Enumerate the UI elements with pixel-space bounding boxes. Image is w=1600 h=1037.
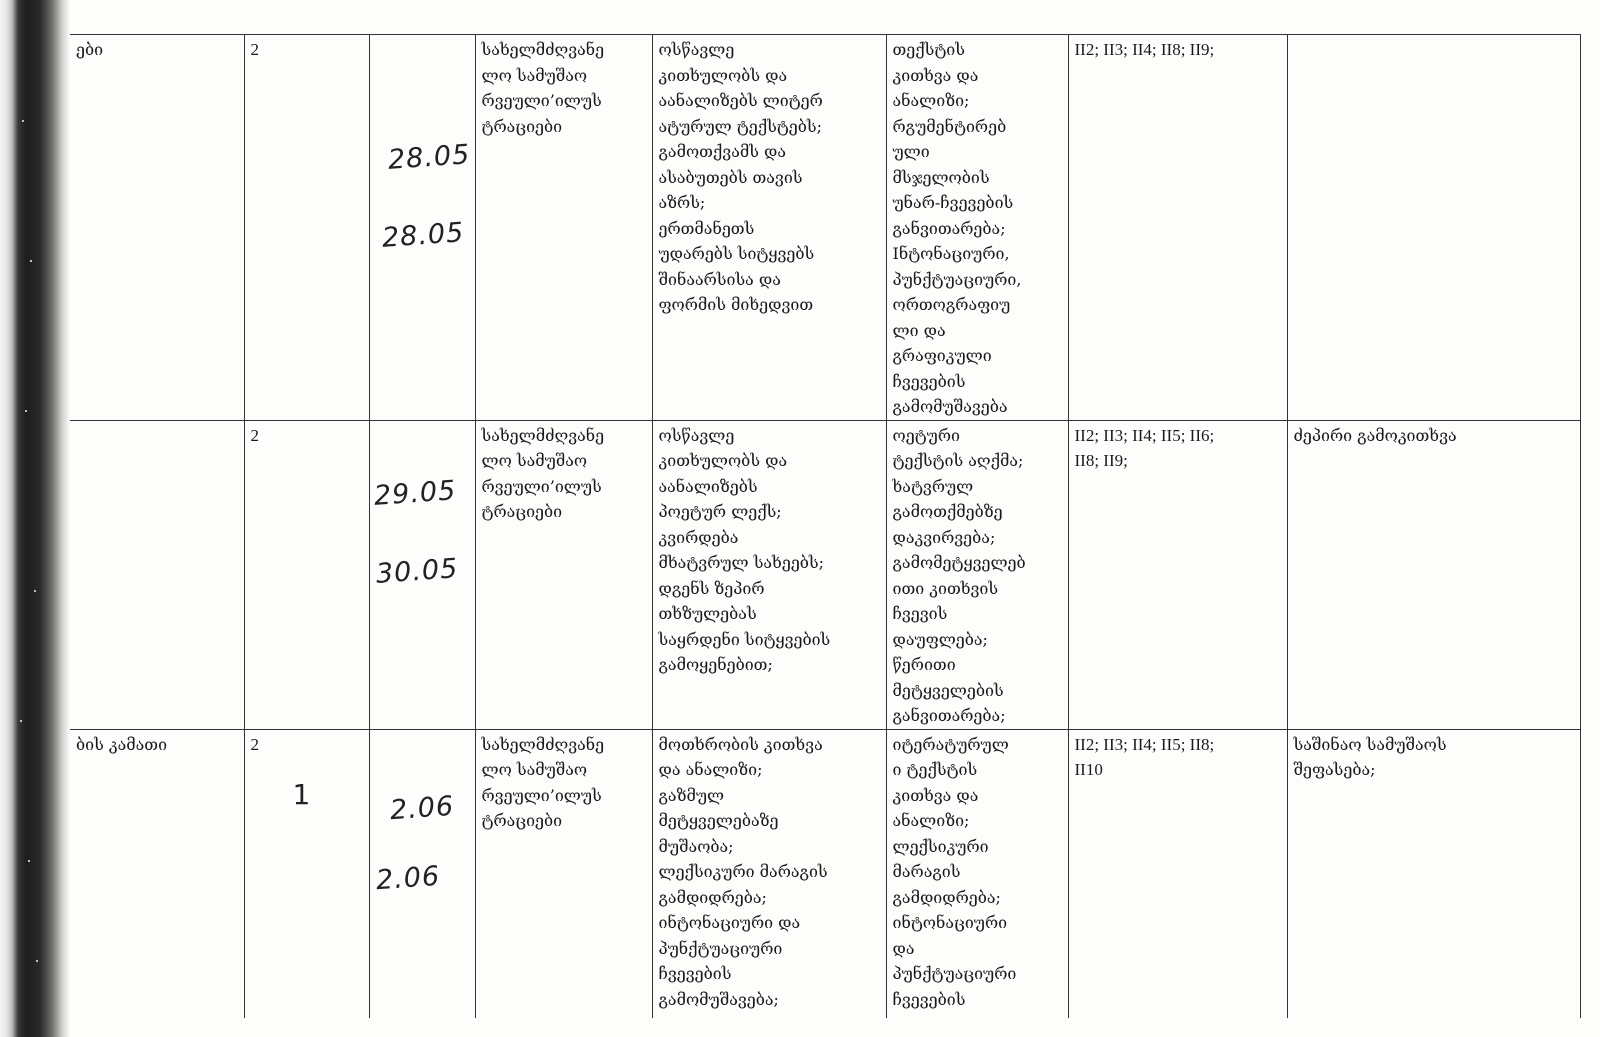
skills-cell xyxy=(886,729,1068,1018)
skills-cell xyxy=(886,420,1068,729)
assessment-cell xyxy=(1287,420,1580,729)
topic-cell xyxy=(70,35,244,421)
skills-cell xyxy=(886,35,1068,421)
topic-cell xyxy=(70,420,244,729)
hours-cell xyxy=(244,729,369,1018)
hours-cell xyxy=(244,35,369,421)
handwritten-date: 28.05 xyxy=(380,217,465,254)
standards-cell xyxy=(1068,35,1287,421)
standards-cell xyxy=(1068,420,1287,729)
topic-cell xyxy=(70,729,244,1018)
activity-text: ოსწავლე კითხულობს და აანალიზებს პოეტურ ლექს; კვირდება მხატვრულ სახეებს; დგენს ზეპირ თხზულებას საყრდენი სიტყვების გამოყენებით; xyxy=(658,425,831,674)
topic-text: ები xyxy=(76,40,104,59)
standards-text: II2; II3; II4; II8; II9; xyxy=(1074,40,1215,59)
lesson-plan-table xyxy=(70,34,1581,1018)
method-cell xyxy=(475,420,652,729)
table-row xyxy=(70,729,1580,1018)
activity-text: მოთხრობის კითხვა და ანალიზი; გაზმულ მეტყველებაზე მუშაობა; ლექსიკური მარაგის გამდიდრება; ინტონაციური და პუნქტუაციური ჩვევების გამომუშავება; xyxy=(658,734,828,1009)
activity-cell xyxy=(652,35,886,421)
standards-text: II2; II3; II4; II5; II8; II10 xyxy=(1074,734,1215,779)
assessment-cell xyxy=(1287,729,1580,1018)
table-row xyxy=(70,420,1580,729)
assessment-text: საშინაო სამუშაოს შეფასება; xyxy=(1293,734,1447,779)
method-cell xyxy=(475,729,652,1018)
method-text: სახელმძღვანე ლო სამუშაო რვეული’ილუს ტრაციები xyxy=(481,40,605,136)
topic-text: ბის კამათი xyxy=(76,734,168,754)
activity-text: ოსწავლე კითხულობს და აანალიზებს ლიტერ ატურულ ტექსტებს; გამოთქვამს და ასაბუთებს თავის აზრს; ერთმანეთს უდარებს სიტყვებს შინაარსისა და ფორმის მიხედვით xyxy=(658,40,823,314)
skills-text: იტერატურულ ი ტექსტის კითხვა და ანალიზი; ლექსიკური მარაგის გამდიდრება; ინტონაციური და პუნქტუაციური ჩვევების xyxy=(892,734,1017,1009)
handwritten-date: 2.06 xyxy=(374,860,441,896)
handwritten-date: 30.05 xyxy=(374,552,459,590)
handwritten-date: 2.06 xyxy=(388,790,455,826)
date-cell xyxy=(369,420,475,729)
table-row xyxy=(70,35,1580,421)
binding-shadow xyxy=(0,0,70,1037)
activity-cell xyxy=(652,420,886,729)
assessment-text: ძეპირი გამოკითხვა xyxy=(1293,425,1457,445)
method-cell xyxy=(475,35,652,421)
method-text: სახელმძღვანე ლო სამუშაო რვეული’ილუს ტრაციები xyxy=(481,734,605,830)
handwritten-date: 29.05 xyxy=(372,474,457,512)
hours-value: 2 xyxy=(250,425,259,445)
handwritten-date: 28.05 xyxy=(386,139,471,176)
date-cell xyxy=(369,729,475,1018)
method-text: სახელმძღვანე ლო სამუშაო რვეული’ილუს ტრაციები xyxy=(481,425,605,521)
hours-value: 2 xyxy=(250,40,259,59)
date-cell xyxy=(369,35,475,421)
assessment-cell xyxy=(1287,35,1580,421)
hours-value: 2 xyxy=(250,734,259,754)
hours-cell xyxy=(244,420,369,729)
skills-text: ოეტური ტექსტის აღქმა; ხატვრულ გამოთქმებზე დაკვირვება; გამომეტყველებ ითი კითხვის ჩვევის დაუფლება; წერითი მეტყველების განვითარება; xyxy=(892,425,1026,725)
standards-cell xyxy=(1068,729,1287,1018)
handwritten-mark: 1 xyxy=(292,777,311,811)
activity-cell xyxy=(652,729,886,1018)
standards-text: II2; II3; II4; II5; II6; II8; II9; xyxy=(1074,425,1215,470)
skills-text: თექსტის კითხვა და ანალიზი; რგუმენტირებ ული მსჯელობის უნარ-ჩვევების განვითარება; Iნტონაციური, პუნქტუაციური, ორთოგრაფიუ ლი და გრაფიკული ჩვევების გამომუშავება xyxy=(892,40,1022,416)
